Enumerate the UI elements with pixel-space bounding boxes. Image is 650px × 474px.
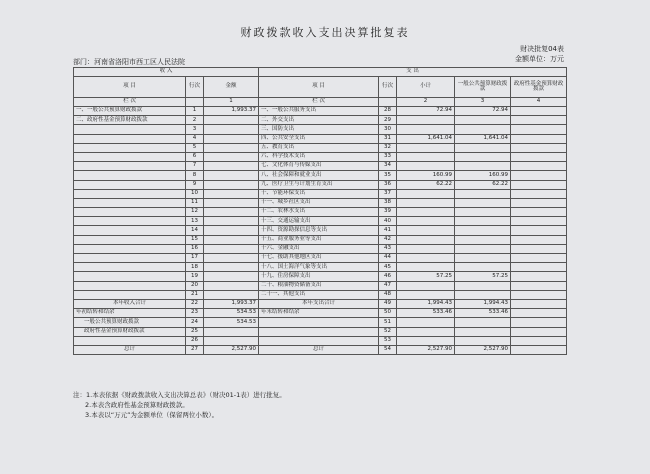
expense-row-number: 42 [379,235,397,244]
fund-budget-amount [511,162,567,171]
general-budget-amount [455,318,511,327]
general-budget-amount [455,152,511,161]
header-row-columns [74,77,567,98]
income-row-header: 行次 [186,77,204,98]
general-budget-header: 一般公共预算财政拨款 [455,77,511,98]
income-row-number: 10 [186,189,204,198]
income-amount [204,198,259,207]
subtotal-amount [397,116,455,125]
fund-budget-amount [511,180,567,189]
general-budget-amount [455,290,511,299]
expense-item-header: 项 目 [259,77,379,98]
fund-budget-amount [511,171,567,180]
income-amount [204,226,259,235]
expense-row-number: 44 [379,254,397,263]
fund-budget-amount [511,189,567,198]
subtotal-amount: 2,527.90 [397,345,455,354]
expense-item: 十五、商业服务业等支出 [259,235,379,244]
expense-item: 十四、资源勘探信息等支出 [259,226,379,235]
subtotal-header: 小计 [397,77,455,98]
summary-row [74,299,567,308]
header-row-group [74,68,567,77]
department-label: 部门：河南省洛阳市西工区人民法院 [73,58,185,66]
footnote-1: 注：1.本表依据《财政拨款收入支出决算总表》（财决01-1表）进行批复。 [73,391,286,399]
expense-row-number: 52 [379,327,397,336]
subtotal-amount [397,143,455,152]
summary-row [74,336,567,345]
fund-budget-amount [511,107,567,116]
subtotal-amount: 1,994.43 [397,299,455,308]
income-row-number: 12 [186,208,204,217]
fund-budget-amount [511,318,567,327]
col-index-3: 3 [455,98,511,107]
income-amount [204,290,259,299]
income-item [74,189,186,198]
expense-row-col-blank [379,98,397,107]
expense-row-number: 36 [379,180,397,189]
income-item [74,180,186,189]
income-item: 二、政府性基金预算财政拨款 [74,116,186,125]
col-index-2: 2 [397,98,455,107]
expense-col-label: 栏 次 [259,98,379,107]
expense-item: 十、节能环保支出 [259,189,379,198]
expense-item: 十二、农林水支出 [259,208,379,217]
expense-item: 六、科学技术支出 [259,152,379,161]
income-amount [204,208,259,217]
fund-budget-amount [511,217,567,226]
general-budget-amount [455,208,511,217]
table-row [74,217,567,226]
general-budget-amount: 62.22 [455,180,511,189]
income-item [74,336,186,345]
income-amount [204,281,259,290]
general-budget-amount [455,162,511,171]
income-amount: 1,993.37 [204,107,259,116]
general-budget-amount: 160.99 [455,171,511,180]
expense-item [259,336,379,345]
expense-row-number: 40 [379,217,397,226]
fund-budget-amount [511,254,567,263]
income-item [74,254,186,263]
expense-row-number: 33 [379,152,397,161]
fund-budget-amount [511,152,567,161]
income-row-number: 27 [186,345,204,354]
expense-item [259,318,379,327]
income-row-number: 3 [186,125,204,134]
expense-row-number: 43 [379,244,397,253]
income-amount [204,180,259,189]
income-item: 政府性基金预算财政拨款 [74,327,186,336]
income-item [74,171,186,180]
fund-budget-amount [511,235,567,244]
fund-budget-amount [511,327,567,336]
expense-row-number: 35 [379,171,397,180]
income-item: 本年收入合计 [74,299,186,308]
general-budget-amount [455,125,511,134]
page-title: 财政拨款收入支出决算批复表 [240,26,410,39]
expense-item: 本年支出合计 [259,299,379,308]
table-row [74,263,567,272]
expense-row-number: 32 [379,143,397,152]
summary-row [74,345,567,354]
col-index-1: 1 [204,98,259,107]
general-budget-amount [455,217,511,226]
income-item [74,152,186,161]
subtotal-amount [397,327,455,336]
income-item [74,235,186,244]
expense-item: 十一、城乡社区支出 [259,198,379,207]
income-row-number: 4 [186,134,204,143]
income-amount [204,217,259,226]
income-col-label: 栏 次 [74,98,186,107]
summary-row [74,327,567,336]
income-amount [204,263,259,272]
income-row-number: 11 [186,198,204,207]
subtotal-amount [397,263,455,272]
table-row [74,107,567,116]
expense-item: 二十、粮油物资储备支出 [259,281,379,290]
fund-budget-amount [511,290,567,299]
general-budget-amount: 1,641.04 [455,134,511,143]
table-row [74,290,567,299]
expense-row-number: 53 [379,336,397,345]
subtotal-amount [397,208,455,217]
income-item [74,263,186,272]
general-budget-amount [455,235,511,244]
table-row [74,116,567,125]
general-budget-amount [455,116,511,125]
income-amount [204,152,259,161]
subtotal-amount [397,226,455,235]
income-row-number: 23 [186,309,204,318]
income-amount [204,171,259,180]
summary-row [74,318,567,327]
income-row-number: 6 [186,152,204,161]
expense-header: 支 出 [259,68,567,77]
income-row-number: 2 [186,116,204,125]
fund-budget-amount [511,143,567,152]
income-row-number: 16 [186,244,204,253]
summary-row [74,309,567,318]
subtotal-amount: 57.25 [397,272,455,281]
income-row-number: 9 [186,180,204,189]
income-row-number: 22 [186,299,204,308]
subtotal-amount: 160.99 [397,171,455,180]
income-row-number: 20 [186,281,204,290]
expense-item: 二十一、其他支出 [259,290,379,299]
income-item [74,272,186,281]
subtotal-amount [397,318,455,327]
subtotal-amount [397,336,455,345]
expense-row-number: 38 [379,198,397,207]
expense-item: 五、教育支出 [259,143,379,152]
table-row [74,244,567,253]
subtotal-amount [397,281,455,290]
income-row-number: 15 [186,235,204,244]
table-row [74,226,567,235]
fund-budget-header: 政府性基金预算财政拨款 [511,77,567,98]
expense-row-number: 31 [379,134,397,143]
income-item-header: 项 目 [74,77,186,98]
fund-budget-amount [511,244,567,253]
income-row-number: 21 [186,290,204,299]
income-row-number: 24 [186,318,204,327]
expense-item: 总计 [259,345,379,354]
general-budget-amount: 57.25 [455,272,511,281]
income-row-number: 5 [186,143,204,152]
fund-budget-amount [511,116,567,125]
expense-row-number: 30 [379,125,397,134]
subtotal-amount: 72.94 [397,107,455,116]
amount-unit: 金额单位：万元 [515,55,564,63]
general-budget-amount [455,254,511,263]
table-row [74,180,567,189]
table-row [74,272,567,281]
income-amount [204,134,259,143]
income-item [74,143,186,152]
subtotal-amount: 1,641.04 [397,134,455,143]
income-row-number: 13 [186,217,204,226]
income-amount [204,116,259,125]
expense-row-number: 29 [379,116,397,125]
general-budget-amount [455,226,511,235]
expense-row-number: 39 [379,208,397,217]
expense-item [259,327,379,336]
income-item: 年初结转和结余 [74,309,186,318]
expense-row-number: 50 [379,309,397,318]
expense-row-number: 47 [379,281,397,290]
income-amount [204,235,259,244]
income-amount [204,336,259,345]
expense-row-number: 46 [379,272,397,281]
subtotal-amount [397,189,455,198]
table-row [74,254,567,263]
income-row-number: 14 [186,226,204,235]
form-code: 财决批复04表 [520,45,564,53]
general-budget-amount: 2,527.90 [455,345,511,354]
expense-item: 三、国防支出 [259,125,379,134]
expense-row-number: 48 [379,290,397,299]
table-row [74,152,567,161]
income-item [74,198,186,207]
fund-budget-amount [511,263,567,272]
fund-budget-amount [511,309,567,318]
table-row [74,162,567,171]
income-row-number: 1 [186,107,204,116]
subtotal-amount [397,254,455,263]
income-amount [204,189,259,198]
income-row-number: 25 [186,327,204,336]
subtotal-amount [397,198,455,207]
fund-budget-amount [511,299,567,308]
fund-budget-amount [511,134,567,143]
income-amount: 534.53 [204,309,259,318]
subtotal-amount [397,125,455,134]
income-amount [204,143,259,152]
income-amount [204,272,259,281]
income-row-number: 17 [186,254,204,263]
income-item: 一般公共预算财政拨款 [74,318,186,327]
general-budget-amount: 533.46 [455,309,511,318]
subtotal-amount [397,162,455,171]
expense-item: 年末结转和结余 [259,309,379,318]
subtotal-amount [397,217,455,226]
footnote-3: 3.本表以“万元”为金额单位（保留两位小数）。 [85,411,219,419]
general-budget-amount [455,327,511,336]
fund-budget-amount [511,208,567,217]
footnote-2: 2.本表含政府性基金预算财政拨款。 [85,401,189,409]
income-item: 总计 [74,345,186,354]
fund-budget-amount [511,226,567,235]
table-row [74,143,567,152]
income-item [74,162,186,171]
table-row [74,125,567,134]
table-row [74,235,567,244]
expense-row-number: 45 [379,263,397,272]
general-budget-amount [455,143,511,152]
general-budget-amount [455,244,511,253]
expense-row-number: 41 [379,226,397,235]
table-row [74,281,567,290]
income-item: 一、一般公共预算财政拨款 [74,107,186,116]
income-header: 收 入 [74,68,259,77]
approval-table [73,67,567,355]
income-item [74,244,186,253]
fund-budget-amount [511,281,567,290]
table-row [74,171,567,180]
income-item [74,281,186,290]
expense-item: 十六、金融支出 [259,244,379,253]
expense-row-number: 37 [379,189,397,198]
subtotal-amount: 533.46 [397,309,455,318]
income-amount: 1,993.37 [204,299,259,308]
expense-row-number: 54 [379,345,397,354]
income-row-number: 8 [186,171,204,180]
fund-budget-amount [511,272,567,281]
income-item [74,226,186,235]
income-amount [204,244,259,253]
general-budget-amount [455,281,511,290]
general-budget-amount [455,189,511,198]
income-item [74,125,186,134]
expense-item: 十七、援助其他地区支出 [259,254,379,263]
expense-item: 十八、国土海洋气象等支出 [259,263,379,272]
income-row-number: 19 [186,272,204,281]
general-budget-amount [455,336,511,345]
fund-budget-amount [511,336,567,345]
table-row [74,134,567,143]
expense-row-header: 行次 [379,77,397,98]
income-amount: 2,527.90 [204,345,259,354]
income-amount: 534.53 [204,318,259,327]
income-row-number: 18 [186,263,204,272]
table-row [74,189,567,198]
expense-row-number: 51 [379,318,397,327]
expense-item: 十三、交通运输支出 [259,217,379,226]
expense-row-number: 28 [379,107,397,116]
general-budget-amount: 72.94 [455,107,511,116]
income-item [74,217,186,226]
col-index-4: 4 [511,98,567,107]
expense-item: 七、文化体育与传媒支出 [259,162,379,171]
income-item [74,208,186,217]
expense-item: 九、医疗卫生与计划生育支出 [259,180,379,189]
expense-item: 二、外交支出 [259,116,379,125]
expense-item: 八、社会保障和就业支出 [259,171,379,180]
footnotes [73,390,286,420]
income-amount-header: 金额 [204,77,259,98]
expense-item: 一、一般公共服务支出 [259,107,379,116]
income-row-number: 7 [186,162,204,171]
general-budget-amount [455,263,511,272]
table-row [74,198,567,207]
subtotal-amount [397,152,455,161]
income-amount [204,162,259,171]
subtotal-amount [397,290,455,299]
income-row-col-blank [186,98,204,107]
general-budget-amount [455,198,511,207]
income-item [74,134,186,143]
subtotal-amount [397,235,455,244]
subtotal-amount [397,244,455,253]
income-amount [204,327,259,336]
income-item [74,290,186,299]
income-amount [204,125,259,134]
income-row-number: 26 [186,336,204,345]
expense-item: 四、公共安全支出 [259,134,379,143]
subtotal-amount: 62.22 [397,180,455,189]
table-row [74,208,567,217]
header-row-index [74,98,567,107]
expense-row-number: 49 [379,299,397,308]
general-budget-amount: 1,994.43 [455,299,511,308]
expense-item: 十九、住房保障支出 [259,272,379,281]
fund-budget-amount [511,198,567,207]
fund-budget-amount [511,125,567,134]
expense-row-number: 34 [379,162,397,171]
income-amount [204,254,259,263]
fund-budget-amount [511,345,567,354]
